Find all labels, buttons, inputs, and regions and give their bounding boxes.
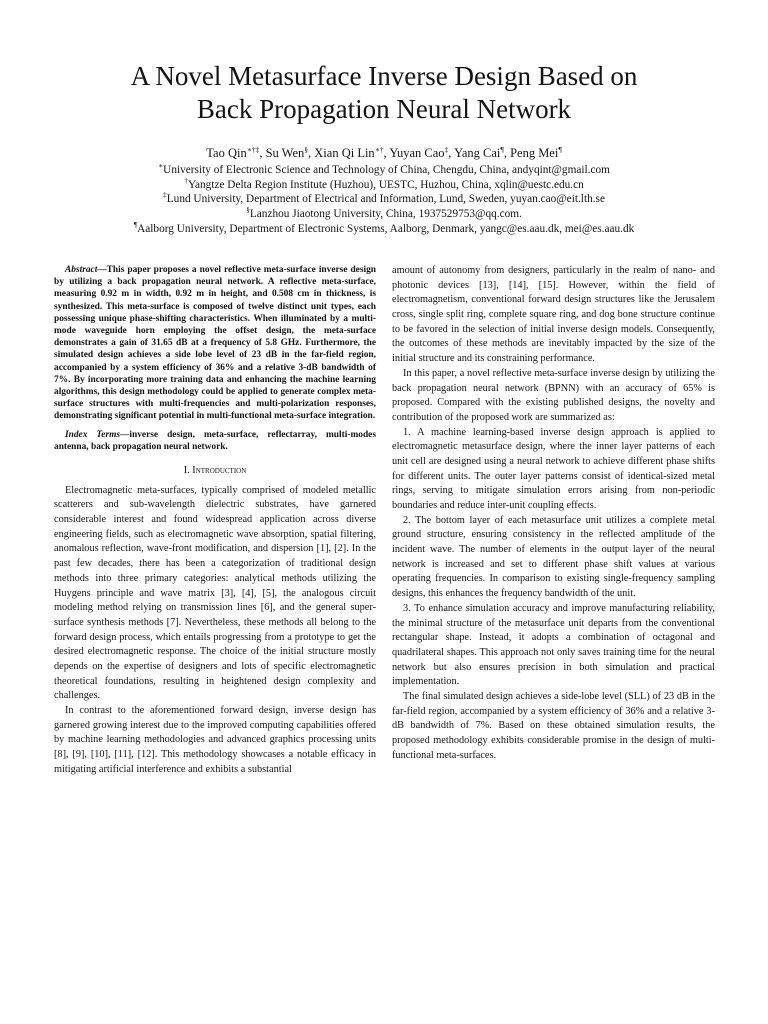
abstract-label: Abstract <box>65 265 98 275</box>
paragraph: 3. To enhance simulation accuracy and improve manufacturing reliability, the minimal structure of the metasurface unit departs from the conventional rectangular shape. Instead, it adopts a combination of octagonal and quadrilateral shapes. This approach not only saves training time for the neural network but also ensures precision in both simulation and practical implementation. <box>392 602 715 688</box>
index-terms <box>54 429 376 453</box>
paragraph: The final simulated design achieves a side-lobe level (SLL) of 23 dB in the far-field region, accompanied by a system efficiency of 36% and a relative 3-dB bandwidth of 7%. Based on these obtained simulation results, the proposed methodology exhibits considerable promise in the design of multi-functional meta-surfaces. <box>392 690 715 761</box>
affiliation: ‡Lund University, Department of Electrical and Information, Lund, Sweden, yuyan.cao@eit.lth.se <box>163 190 605 206</box>
author: Peng Mei¶ <box>510 145 562 160</box>
paragraph: amount of autonomy from designers, particularly in the realm of nano- and photonic devices [13], [14], [15]. However, within the field of electromagnetism, conventional forward design structures like the Jerusalem cross, single split ring, complete square ring, and dog bone structure continue to be favored in the selection of initial inverse design models. Consequently, the outcomes of these methods are inevitably impacted by the size of the initial structure and its constraining performance. <box>392 265 715 365</box>
affiliation-marks: § <box>304 145 309 154</box>
affiliation-marks: ¶ <box>558 145 562 154</box>
author: Xian Qi Lin∗†, <box>314 145 390 160</box>
index-terms-label: Index Terms <box>65 429 121 440</box>
affiliation-list <box>0 163 768 237</box>
author: Yuyan Cao‡, <box>389 145 455 160</box>
affiliation-marks: ‡ <box>444 145 449 154</box>
affiliation: §Lanzhou Jiaotong University, China, 1937529753@qq.com. <box>246 205 522 221</box>
index-terms-text: —inverse design, meta-surface, reflectarray, multi-modes antenna, back propagation neural network. <box>54 429 376 452</box>
author: Su Wen§, <box>265 145 315 160</box>
affiliation: ∗University of Electronic Science and Technology of China, Chengdu, China, andyqint@gmail.com <box>158 161 610 176</box>
abstract <box>54 264 376 423</box>
author: Tao Qin∗†‡, <box>206 145 266 160</box>
paragraph: Electromagnetic meta-surfaces, typically comprised of modeled metallic scatterers and sub-wavelength dielectric substrates, have garnered considerable interest and found widespread application across diverse engineering fields, such as electromagnetic wave absorption, spatial filtering, anomalous reflection, wave-front modification, and dispersion [1], [2]. In the past few decades, there has been a categorization of traditional design methods into three primary categories: analytical methods utilizing the Huygens principle and wave matrix [3], [4], [5], the analogous circuit modeling method relying on transmission lines [6], and the general super-surface synthesis methods [7]. Nevertheless, these methods all belong to the forward design process, which entails progressing from a prototype to get the desired electromagnetic response. The choice of the initial structure mostly depends on the expertise of designers and lots of specific electromagnetic theoretical foundations, resulting in heightened design complexity and challenges. <box>54 484 376 702</box>
title-line-1: A Novel Metasurface Inverse Design Based on <box>130 61 638 91</box>
right-column <box>392 264 715 763</box>
affiliation-marks: ∗† <box>374 145 384 154</box>
affiliation-marks: ¶ <box>500 145 504 154</box>
abstract-text: —This paper proposes a novel reflective meta-surface inverse design by utilizing a back propagation neural network. A reflective meta-surface, measuring 0.92 m in width, 0.92 m in height, and 0.508 cm in thickness, is synthesized. This meta-surface is composed of twelve distinct unit types, each possessing unique phase-shifting characteristics. When illuminated by a multi-mode waveguide horn employing the offset design, the meta-surface demonstrates a gain of 31.65 dB at a frequency of 5.8 GHz. Furthermore, the simulated design achieves a side lobe level of 23 dB in the far-field region, accompanied by a system efficiency of 36% and a relative 3-dB bandwidth of 7%. By incorporating more training data and enhancing the machine learning algorithms, this design methodology could be applied to generate complex meta-surface structures with multi-frequencies and multi-polarization responses, demonstrating significant potential in multi-functional meta-surface integration. <box>54 265 376 422</box>
paragraph: 2. The bottom layer of each metasurface unit utilizes a complete metal ground structure, ensuring consistency in the reflected amplitude of the incident wave. The number of elements in the output layer of the neural network is increased and set to different phase shift values at various operating frequencies. In comparison to existing single-frequency sampling designs, this enhances the frequency bandwidth of the unit. <box>392 514 715 600</box>
section-heading: I. Introduction <box>183 465 247 477</box>
paper-title <box>0 60 768 126</box>
paragraph: 1. A machine learning-based inverse design approach is applied to electromagnetic metasurface design, where the inner layer patterns of each unit cell are designed using a neural network to achieve different phase shifts for different units. The outer layer patterns consist of identical-sized metal rings, serving to mitigate simulation errors arising from non-periodic boundaries and reduce inter-unit coupling effects. <box>392 426 715 511</box>
affiliation: ¶Aalborg University, Department of Electronic Systems, Aalborg, Denmark, yangc@es.aau.dk, mei@es.aau.dk <box>133 219 635 235</box>
left-column <box>54 264 376 777</box>
author-list <box>0 146 768 161</box>
affiliation: †Yangtze Delta Region Institute (Huzhou), UESTC, Huzhou, China, xqlin@uestc.edu.cn <box>184 175 584 191</box>
paragraph: In contrast to the aforementioned forward design, inverse design has garnered growing interest due to the improved computing capabilities offered by machine learning methodologies and advanced graphics processing units [8], [9], [10], [11], [12]. This methodology showcases a notable efficacy in mitigating artificial interference and exhibits a substantial <box>54 705 376 775</box>
title-line-2: Back Propagation Neural Network <box>196 94 572 124</box>
affiliation-marks: ∗†‡ <box>246 145 260 154</box>
paragraph: In this paper, a novel reflective meta-surface inverse design by utilizing the back propagation neural network (BPNN) with an accuracy of 65% is proposed. Compared with the existing published designs, the novelty and contribution of the proposed work are summarized as: <box>392 367 715 423</box>
author: Yang Cai¶, <box>454 145 511 160</box>
